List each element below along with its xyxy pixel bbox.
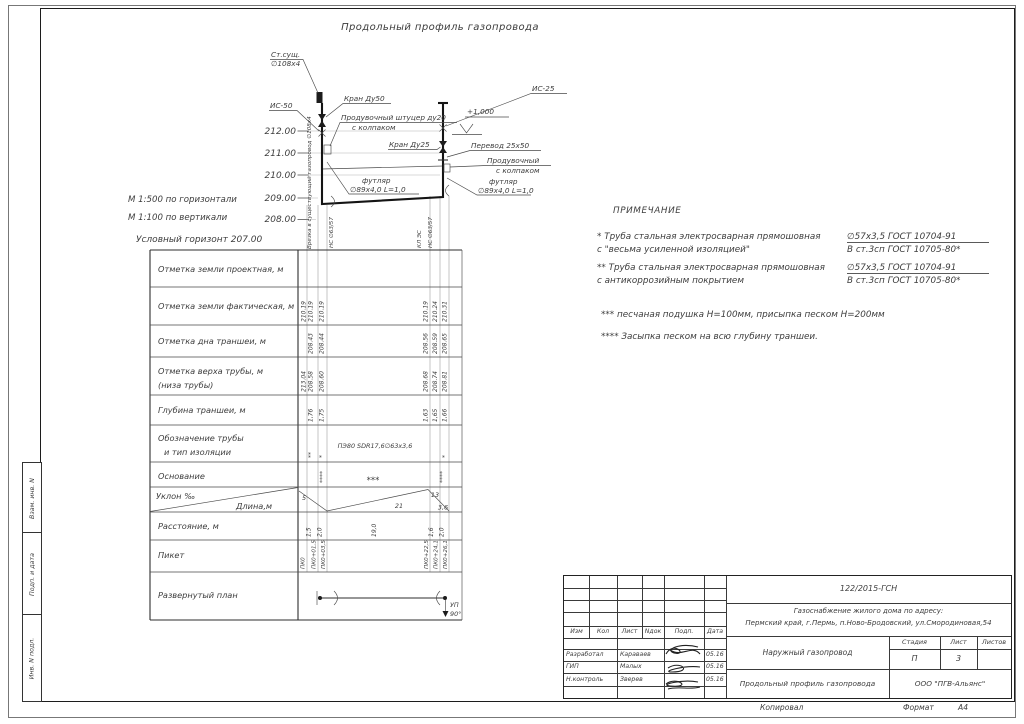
row-label-pipe-designation2: и тип изоляции [164,447,232,457]
trench-depth-value: 1,76 [307,408,315,422]
pipe-top-value: 213.04 [300,371,308,392]
elevation-211: 211.00 [264,149,296,159]
strip-box-inv [22,614,42,702]
note-1-text: * Труба стальная электросварная прямошовная [597,232,821,242]
valve-du50-label: Кран Ду50 [344,94,385,103]
turn-angle-value: 90° [450,610,462,618]
stage-header: Стадия [902,638,927,646]
picket-value: ПК0+24,1 [433,540,440,569]
signer-date: 05.16 [706,663,724,670]
note-1-spec: ∅57х3,5 ГОСТ 10704-91 [847,232,989,243]
scale-vertical: М 1:100 по вертикали [128,213,228,223]
col-header-data: Дата [706,627,724,635]
ground-actual-value: 210.19 [422,301,430,322]
casing-mark-right: НС ∅63/57 [428,217,434,248]
slope-value: 21 [394,502,404,510]
sheet-header: Лист [950,638,967,646]
sheet-value: 3 [955,654,962,663]
note-3: *** песчаная подушка Н=100мм, присыпка песком Н=200мм [601,310,885,320]
distance-value: 1,5 [305,527,313,537]
row-label-distance: Расстояние, м [158,521,219,531]
pipe-note-mark: * [441,455,449,458]
tap-in-label: Врезка в существующий газопровод ∅108х4 [307,116,313,249]
reducer-label: Перевод 25х50 [471,141,530,150]
purge-right-label2: с колпаком [496,166,540,175]
pipe-top-value: 208.60 [318,371,326,392]
sheet-title: Продольный профиль газопровода [341,22,539,33]
row-label-trench-depth: Глубина траншеи, м [158,405,246,415]
note-1-line-1 [597,232,997,243]
signer-name: Малых [620,663,642,670]
note-2-spec2: В ст.3сп ГОСТ 10705-80* [847,276,961,286]
note-2-line-2 [597,276,997,286]
purge-right-label: Продувочный [487,156,540,165]
casing-mark-left: НС ∅63/57 [329,217,335,248]
stage-value: П [911,654,918,663]
base-note-mark: **** [439,471,446,483]
elevation-212: 212.00 [264,127,296,137]
existing-pipe-label: Ст.сущ. [271,50,301,59]
is50-label: ИС-50 [270,101,293,110]
row-label-slope: Уклон ‰ [156,491,196,501]
signature-scribble [662,636,706,692]
pipe-top-value: 208.74 [432,371,439,392]
notes-section [597,206,997,354]
signer-date: 05.16 [706,675,724,683]
base-note-mark: **** [319,471,326,483]
row-label-pipe-top: Отметка верха трубы, м [158,366,263,376]
ground-actual-value: 210.24 [432,301,439,322]
casing-left-size-label: ∅89х4,0 L=1,0 [350,185,406,194]
distance-value: 2,0 [316,527,324,537]
distance-value: 2,0 [438,527,446,537]
row-label-pipe-top2: (низа трубы) [158,380,214,390]
project-address-line2: Пермский край, г.Пермь, п.Ново-Бродовский, ул.Смородиновая,54 [745,619,992,627]
pipe-type-value: ПЭ80 SDR17,6∅63х3,6 [337,442,413,450]
pipe-note-mark: ** [307,452,315,458]
plus-1000-label: +1,000 [467,107,495,116]
casing-left-label: футляр [362,176,391,185]
note-2-text: ** Труба стальная электросварная прямошовная [597,263,825,273]
developed-plan [317,591,461,618]
project-address-line1: Газоснабжение жилого дома по адресу: [793,607,944,615]
company-name: ООО "ПГВ-Альянс" [914,679,986,688]
col-header-kol: Кол [596,627,610,635]
profile-callouts [269,50,567,249]
pipe-top-value: 208.81 [441,371,449,392]
strip-box-vzam [22,462,42,534]
pipe-note-mark: * [318,455,326,458]
row-label-plan: Развернутый план [158,590,238,600]
trench-bottom-value: 208.43 [307,333,315,354]
row-label-ground-actual: Отметка земли фактическая, м [158,301,295,311]
profile-table-row-labels [156,264,294,600]
notes-heading: ПРИМЕЧАНИЕ [613,206,682,216]
turn-angle-label: УП [450,601,459,609]
strip-label-inv: Инв. N подл. [28,637,36,679]
signer-role: ГИП [566,663,579,670]
note-4: **** Засыпка песком на всю глубину траншеи. [601,332,818,342]
ground-actual-value: 210.31 [441,301,449,322]
pipe-top-value: 208.58 [307,371,315,392]
col-header-izm: Изм [570,627,583,635]
ground-actual-value: 210.19 [307,301,315,322]
note-2-spec: ∅57х3,5 ГОСТ 10704-91 [847,263,989,274]
distance-value: 19,0 [371,523,378,537]
is25-label: ИС-25 [532,84,555,93]
trench-bottom-value: 208.59 [432,333,439,354]
row-label-picket: Пикет [158,550,185,560]
profile-drawing [120,40,640,640]
footer-copied-by: Копировал [760,703,804,712]
signer-role: Разработал [566,651,604,658]
footer-format-value: А4 [958,703,969,712]
purge-fitting-label: Продувочный штуцер ду20 [341,113,446,122]
profile-table-values [299,301,449,569]
note-2-text2: с антикоррозийным покрытием [597,276,744,286]
row-label-pipe-designation: Обозначение трубы [158,433,244,443]
scale-horizontal: М 1:500 по горизонтали [128,195,237,205]
elevation-210: 210.00 [264,171,296,181]
row-label-length: Длина,м [236,501,273,511]
col-header-list: Лист [621,627,638,635]
distance-value: 1,6 [428,527,435,537]
sheets-header: Листов [981,638,1007,646]
drawing-name: Продольный профиль газопровода [739,679,876,688]
trench-depth-value: 1,63 [422,408,430,422]
casing-right-size-label: ∅89х4,0 L=1,0 [478,186,534,195]
pipe-top-value: 208.68 [422,371,430,392]
row-label-trench-bottom: Отметка дна траншеи, м [158,336,266,346]
slope-value: 13 [430,491,440,499]
existing-pipe-size-label: ∅108х4 [271,59,301,68]
signer-name: Караваев [620,651,651,658]
casing-right-label: футляр [489,177,518,186]
trench-bottom-value: 208.65 [441,333,449,354]
signer-role: Н.контроль [566,675,604,683]
trench-bottom-value: 208.44 [318,333,326,354]
note-1-text2: с "весьма усиленной изоляцией" [597,245,750,255]
elevation-208: 208.00 [264,215,296,225]
slope-length-value: 3,6 [437,503,449,512]
strip-label-podp: Подп. и дата [28,552,36,596]
trench-depth-value: 1,66 [441,408,449,422]
picket-value: ПК0+22,5 [424,540,430,569]
ground-actual-value: 210.19 [300,301,308,322]
note-2-line-1 [597,263,997,274]
note-1-line-2 [597,245,997,255]
trench-depth-value: 1,75 [318,408,326,422]
col-header-podp: Подп. [674,627,694,635]
signer-date: 05.16 [706,651,724,658]
valve-du25-label: Кран Ду25 [389,140,430,149]
picket-value: ПК0+03,5 [321,540,327,569]
document-number: 122/2015-ГСН [839,584,898,593]
datum-label: Условный горизонт 207.00 [136,235,263,245]
purge-fitting-label2: с колпаком [352,123,396,132]
title-block [563,575,1012,699]
picket-value: ПК0 [300,557,307,569]
base-note-mark-center: *** [366,476,380,486]
ground-actual-value: 210.19 [318,301,326,322]
strip-label-vzam: Взам. инв. N [28,477,36,519]
picket-value: ПК0+26,1 [443,540,449,569]
trench-depth-value: 1,65 [432,408,439,422]
trench-bottom-value: 208.56 [422,333,430,354]
cable-crossing-mark: КЛ ЭС [417,230,423,248]
slope-value: 5 [301,494,307,502]
footer-format-label: Формат [903,703,934,712]
note-1-spec2: В ст.3сп ГОСТ 10705-80* [847,245,961,255]
object-name: Наружный газопровод [762,648,853,657]
signer-name: Зверев [620,675,643,683]
row-label-ground-design: Отметка земли проектная, м [158,264,284,274]
strip-box-podp [22,532,42,616]
picket-value: ПК0+01,5 [311,540,318,569]
col-header-ndok: Nдок [644,627,662,635]
elevation-209: 209.00 [264,194,296,204]
row-label-base: Основание [158,471,205,481]
